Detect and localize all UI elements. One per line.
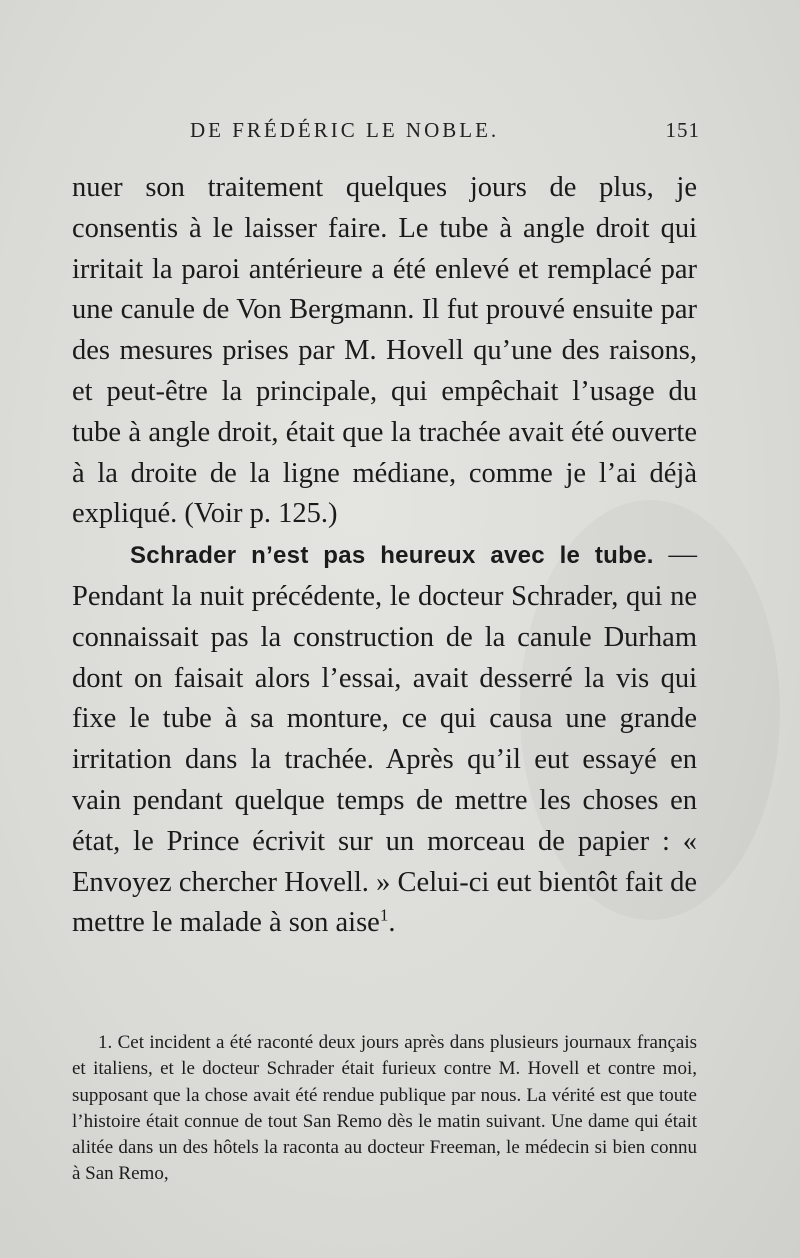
section-heading: Schrader n’est pas heureux avec le tube. xyxy=(130,542,654,570)
page-number: 151 xyxy=(665,118,700,142)
paragraph-end: . xyxy=(388,907,396,939)
body-text xyxy=(72,168,697,944)
paragraph-text: — Pendant la nuit précédente, le docteur Schrader, qui ne connaissait pas la construction de la canule Durham dont on faisait alors l’essai, avait desserré la vis qui fixe le tube à sa monture, ce qui causa une grande irritation dans la trachée. Après qu’il eut essayé en vain pendant quelque temps de mettre les choses en état, le Prince écrivit sur un morceau de papier : « Envoyez chercher Hovell. » Celui-ci eut bientôt fait de mettre le malade à son aise xyxy=(72,539,698,939)
paragraph-continuation: nuer son traitement quelques jours de plus, je consentis à le laisser faire. Le tube à angle droit qui irritait la paroi antérieure a été enlevé et remplacé par une canule de Von Bergmann. Il fut prouvé ensuite par des mesures prises par M. Hovell qu’une des raisons, et peut-être la principale, qui empêchait l’usage du tube à angle droit, était que la trachée avait été ouverte à la droite de la ligne médiane, comme je l’ai déjà expliqué. (Voir p. 125.) xyxy=(72,172,697,530)
paragraph-section xyxy=(72,535,697,944)
footnote-reference: 1 xyxy=(379,905,389,925)
footnote-text: 1. Cet incident a été raconté deux jours après dans plusieurs journaux français et italiens, et le docteur Schrader était furieux contre M. Hovell et contre moi, supposant que la chose avait été rendue publique par nous. La vérité est que toute l’histoire était connue de tout San Remo dès le matin suivant. Une dame qui était alitée dans un des hôtels la raconta au docteur Freeman, le médecin si bien connu à San Remo, xyxy=(72,1032,697,1185)
running-head xyxy=(190,118,710,148)
footnote xyxy=(72,1030,697,1188)
running-head-title: DE FRÉDÉRIC LE NOBLE. xyxy=(190,118,500,142)
